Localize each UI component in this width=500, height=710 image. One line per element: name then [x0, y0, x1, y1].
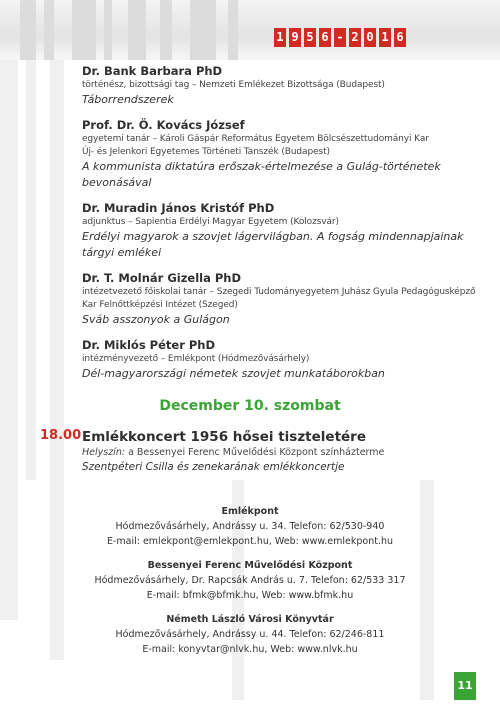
speaker-role: Kar Felnőttképzési Intézet (Szeged) — [82, 300, 238, 310]
event-title: Emlékkoncert 1956 hősei tiszteletére — [82, 429, 366, 445]
contact-org: Bessenyei Ferenc Művelődési Központ — [147, 560, 353, 571]
contact-web: E-mail: emlekpont@emlekpont.hu, Web: www.emlekpont.hu — [106, 536, 394, 547]
speaker-list — [82, 63, 477, 391]
year-range-badge — [274, 28, 409, 47]
contact-block — [0, 559, 500, 603]
speaker-role: intézményvezető – Emlékpont (Hódmezővásárhely) — [82, 354, 310, 364]
talk-title: Erdélyi magyarok a szovjet lágervilágban. A fogság mindennapjainak tárgyi emlékei — [82, 230, 464, 259]
year-char: 6 — [394, 28, 406, 47]
talk-title: Táborrendszerek — [82, 93, 174, 106]
contact-section — [0, 503, 500, 667]
talk-title: A kommunista diktatúra erőszak-értelmezése a Gulág-történetek bevonásával — [82, 160, 441, 189]
speaker-entry — [82, 117, 477, 191]
speaker-role: Új- és Jelenkori Egyetemes Történeti Tanszék (Budapest) — [82, 147, 330, 157]
page-number: 11 — [454, 672, 476, 700]
contact-org: Emlékpont — [221, 506, 279, 517]
speaker-name: Prof. Dr. Ö. Kovács József — [82, 118, 245, 132]
speaker-entry — [82, 63, 477, 108]
year-char: 2 — [349, 28, 361, 47]
year-char: 5 — [304, 28, 316, 47]
day-heading: December 10. szombat — [159, 398, 341, 414]
bg-decoration — [26, 60, 36, 480]
venue-text: a Bessenyei Ferenc Művelődési Központ színházterme — [128, 447, 385, 458]
speaker-role: történész, bizottsági tag – Nemzeti Emlékezet Bizottsága (Budapest) — [82, 80, 385, 90]
speaker-role: intézetvezető főiskolai tanár – Szegedi Tudományegyetem Juhász Gyula Pedagógusképző — [82, 287, 476, 297]
year-char: 9 — [289, 28, 301, 47]
speaker-name: Dr. T. Molnár Gizella PhD — [82, 271, 242, 285]
header-band — [0, 0, 500, 60]
speaker-role: adjunktus – Sapientia Erdélyi Magyar Egyetem (Kolozsvár) — [82, 217, 339, 227]
speaker-entry — [82, 200, 477, 261]
event-time: 18.00 — [40, 428, 82, 443]
talk-title: Dél-magyarországi németek szovjet munkatáborokban — [82, 367, 385, 380]
venue-label: Helyszín: — [82, 447, 126, 458]
contact-address: Hódmezővásárhely, Andrássy u. 44. Telefon: 62/246-811 — [115, 629, 385, 640]
year-char: 1 — [379, 28, 391, 47]
contact-org: Németh László Városi Könyvtár — [166, 614, 334, 625]
contact-address: Hódmezővásárhely, Dr. Rapcsák András u. 7. Telefon: 62/533 317 — [94, 575, 406, 586]
speaker-name: Dr. Bank Barbara PhD — [82, 64, 223, 78]
speaker-entry — [82, 337, 477, 382]
event-venue — [82, 446, 477, 460]
speaker-entry — [82, 270, 477, 328]
speaker-role: egyetemi tanár – Károli Gáspár Református Egyetem Bölcsészettudományi Kar — [82, 134, 429, 144]
year-char: - — [334, 28, 346, 47]
contact-block — [0, 613, 500, 657]
event-performers: Szentpéteri Csilla és zenekarának emlékkoncertje — [82, 461, 345, 473]
speaker-name: Dr. Muradin János Kristóf PhD — [82, 201, 275, 215]
contact-web: E-mail: bfmk@bfmk.hu, Web: www.bfmk.hu — [146, 590, 354, 601]
contact-block — [0, 505, 500, 549]
year-char: 1 — [274, 28, 286, 47]
event-block — [82, 428, 477, 475]
contact-address: Hódmezővásárhely, Andrássy u. 34. Telefon: 62/530-940 — [115, 521, 385, 532]
contact-web: E-mail: konyvtar@nlvk.hu, Web: www.nlvk.hu — [142, 644, 358, 655]
year-char: 6 — [319, 28, 331, 47]
talk-title: Sváb asszonyok a Gulágon — [82, 313, 230, 326]
year-char: 0 — [364, 28, 376, 47]
speaker-name: Dr. Miklós Péter PhD — [82, 338, 216, 352]
